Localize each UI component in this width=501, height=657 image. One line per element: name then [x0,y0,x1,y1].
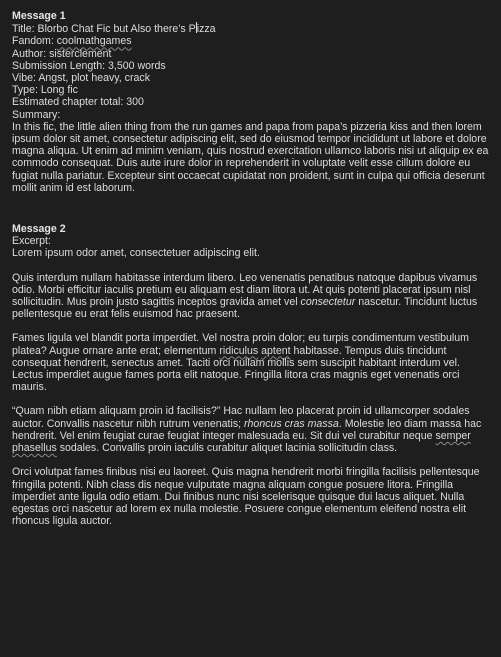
title-label: Title: [12,23,38,36]
message-1 [12,10,490,194]
message-1-header: Message 1 [12,10,66,22]
title-text-before-cursor: Blorbo Chat Fic but Also there’s P [37,23,196,36]
excerpt-first-line: Lorem ipsum odor amet, consectetuer adipiscing elit. [12,247,260,260]
type-line: Type: Long fic [12,84,78,97]
fandom-label: Fandom: [12,35,57,48]
title-line[interactable] [12,22,490,35]
spellcheck-word[interactable]: ridiculus [219,344,259,357]
spellcheck-word[interactable]: phasellus [12,442,57,455]
italic-text: consectetur [300,296,356,309]
message-2 [12,223,490,527]
author-line: Author: sisterclement [12,47,112,60]
section-spacer [12,194,490,223]
italic-text: rhoncus cras massa [244,417,339,430]
excerpt-paragraph-3: “Quam nibh etiam aliquam proin id facilisis?” Hac nullam leo placerat proin id ullamcorper sodales auctor. Convallis nascetur nibh rutrum venenatis; rhoncus cras massa. Molestie leo diam massa hac hendrerit. Vel enim feugiat curae feugiat integer malesuada eu. Sit dui vel curabitur neque semper phasellus sodales. Convallis proin iaculis curabitur aliquet lacinia sollicitudin class. [12,405,482,455]
fandom-value-spellcheck[interactable]: coolmathgames [56,35,132,48]
excerpt-paragraph-1: Quis interdum nullam habitasse interdum libero. Leo venenatis penatibus natoque dapibus vivamus odio. Morbi efficitur iaculis pretium eu aliquam est diam litora ut. At quis potenti placerat ipsum nisl sollicitudin. Mus proin justo sagittis inceptos gravida amet vel consectetur nascetur. Tincidunt luctus pellentesque eu erat felis euismod hac praesent. [12,271,478,321]
excerpt-paragraph-2: Fames ligula vel blandit porta imperdiet. Vel nostra proin dolor; eu turpis condimentum vestibulum platea? Augue ornare ante erat; elementum ridiculus aptent habitasse. Tempus duis tincidunt consequat hendrerit, senectus amet. Taciti orci nullam mollis sem suscipit habitant interdum vel. Lectus imperdiet augue fames porta elit natoque. Fringilla litora cras magnis eget venenatis orci mauris. [12,332,469,394]
document-page[interactable] [12,10,490,527]
message-2-header: Message 2 [12,223,66,236]
summary-label: Summary: [12,108,61,121]
fandom-line [12,35,490,47]
summary-paragraph: In this fic, the little alien thing from the run games and papa from papa’s pizzeria kiss and then lorem ipsum dolor sit amet, consectetur adipiscing elit, sed do eiusmod tempor incididunt ut labore et dolore magna aliqua. Ut enim ad minim veniam, quis nostrud exercitation ullamco laboris nisi ut aliquip ex ea commodo consequat. Duis aute irure dolor in reprehenderit in voluptate velit esse cillum dolore eu fugiat nulla pariatur. Excepteur sint occaecat cupidatat non proident, sunt in culpa qui officia deserunt mollit anim id est laborum. [12,120,489,194]
spellcheck-word[interactable]: semper [435,429,471,442]
spellcheck-word[interactable]: aptent [261,344,291,357]
excerpt-paragraph-4: Orci volutpat fames finibus nisi eu laoreet. Quis magna hendrerit morbi fringilla facilisis pellentesque fringilla potenti. Nibh class dis neque vulputate magna aliquam congue posuere litora. Fringilla imperdiet ante ligula odio etiam. Dui finibus nunc nisi scelerisque quisque dui lacus aliquet. Nulla egestas orci nascetur ad lorem ex nulla molestie. Posuere congue elementum eleifend nostra elit rhoncus ligula auctor. [12,466,480,528]
length-line: Submission Length: 3,500 words [12,59,166,72]
vibe-line: Vibe: Angst, plot heavy, crack [12,72,150,85]
excerpt-label: Excerpt: [12,235,51,248]
title-text-after-cursor: izza [196,23,216,36]
chapters-line: Estimated chapter total: 300 [12,96,144,109]
